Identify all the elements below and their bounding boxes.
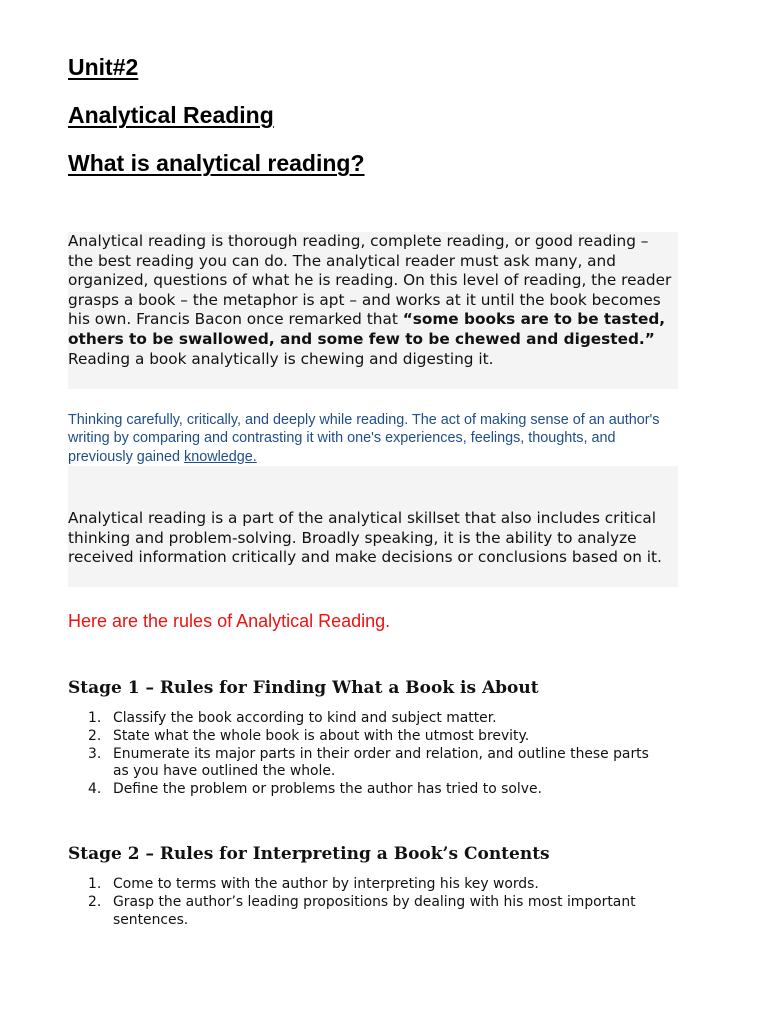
- intro-paragraph: [68, 232, 678, 369]
- list-item: 1. Come to terms with the author by interpreting his key words.: [88, 876, 539, 892]
- definition-paragraph: [68, 411, 668, 466]
- list-item: 2. Grasp the author’s leading propositions by dealing with his most important sentences.: [88, 893, 636, 928]
- bacon-quote: “some books are to be tasted, others to be swallowed, and some few to be chewed and digested.”: [68, 310, 666, 348]
- stage-2-rules: [68, 876, 668, 929]
- stage-1-rules: [68, 710, 668, 799]
- intro-text-after: Reading a book analytically is chewing and digesting it.: [68, 349, 494, 368]
- list-item: 4. Define the problem or problems the author has tried to solve.: [88, 781, 542, 798]
- stage-1-heading: Stage 1 – Rules for Finding What a Book is About: [68, 678, 539, 698]
- skillset-paragraph: Analytical reading is a part of the analytical skillset that also includes critical thinking and problem-solving. Broadly speaking, it is the ability to analyze received information critically and make decisions or conclusions based on it.: [68, 509, 662, 567]
- unit-heading: Unit#2: [68, 54, 139, 80]
- stage-2-heading: Stage 2 – Rules for Interpreting a Book’s Contents: [68, 844, 550, 864]
- intro-text-before: Analytical reading is thorough reading, complete reading, or good reading – the best reading you can do. The analytical reader must ask many, and organized, questions of what he is reading. On this level of reading, the reader grasps a book – the metaphor is apt – and works at it until the book becomes his own. Francis Bacon once remarked that: [68, 232, 672, 329]
- intro-paragraph-block: [68, 232, 678, 389]
- list-item: 1. Classify the book according to kind and subject matter.: [88, 710, 497, 726]
- topic-heading: Analytical Reading: [68, 102, 274, 128]
- knowledge-link[interactable]: knowledge.: [184, 448, 257, 465]
- rules-intro: Here are the rules of Analytical Reading.: [68, 611, 391, 631]
- list-item: 2. State what the whole book is about with the utmost brevity.: [88, 727, 530, 744]
- question-heading: What is analytical reading?: [68, 150, 365, 176]
- definition-text: Thinking carefully, critically, and deeply while reading. The act of making sense of an author's writing by comparing and contrasting it with one's experiences, feelings, thoughts, and previously gained: [68, 412, 660, 465]
- list-item: 3. Enumerate its major parts in their order and relation, and outline these parts as you have outlined the whole.: [88, 745, 649, 780]
- skillset-paragraph-block: [68, 466, 678, 587]
